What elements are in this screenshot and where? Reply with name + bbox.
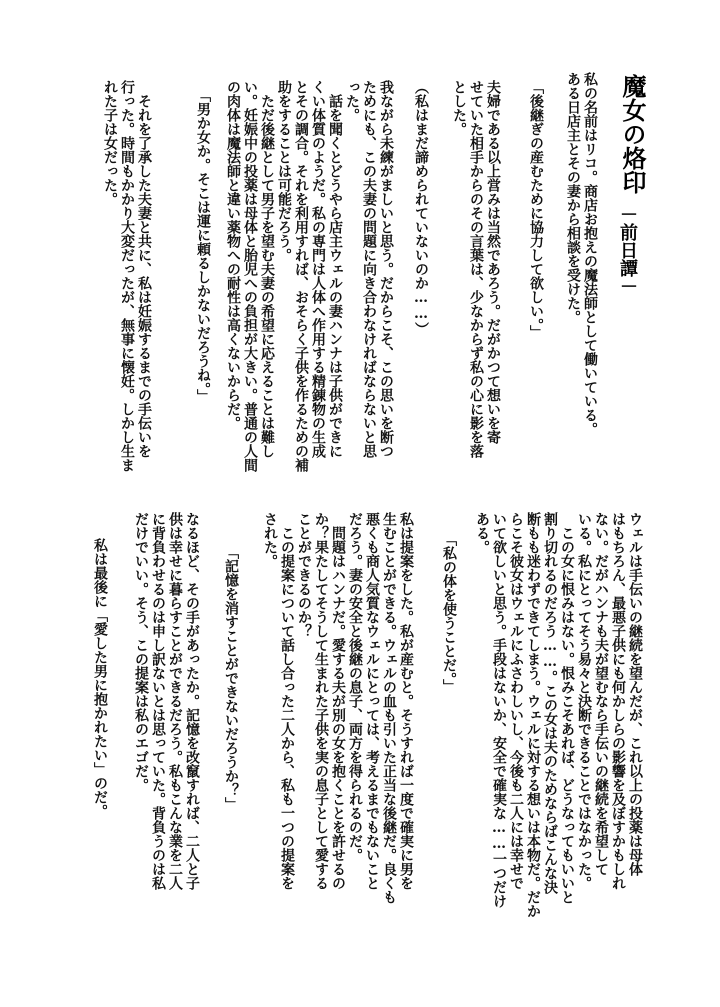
upper-main-paragraph: 我ながら未練がましいと思う。だからこそ、この思いを断つ ためにも、この夫妻の問題に向き合わなければならないと思 った。 話を聞くとどうやら店主ウェルの妻ハンナは子供ができに くい体質のようだ。私の専門は人体へ作用する精錬物の生成 とその調合。それを利用すれば、おそらく子供を作るための補 助をすることは可能だろう。 ただ後継として男子を望む夫妻の希望に応えることは難し い。妊娠中の投薬は母体と胎児への負担が大きい。普通の人間 の肉体は魔法師と違い薬物への耐性は高くないからだ。 <box>225 80 394 472</box>
lower-proposal-paragraph: 私は提案をした。私が産むと。そうすれば一度で確実に男を 生むことができる。ウェルの血も引いた正当な後継だ。良くも 悪くも商人気質なウェルにとっては、考えるまでもないこと だろう。妻の安全と後継の息子、両方を得られるのだ。 問題はハンナだ。愛する夫が別の女を抱くことを許せるの か？果たしてそうして生まれた子供を実の息子として愛する ことができるのか？ この提案について話し合った二人から、私も一つの提案を された。 <box>262 512 414 904</box>
upper-request-quote: 「後継ぎの産むために協力して欲しい。」 <box>528 80 544 339</box>
story-subtitle: －前日譚－ <box>617 205 638 295</box>
upper-intro-paragraph: 私の名前はリコ。商店お抱えの魔法師として働いている。 ある日店主とその妻から相談を受けた。 <box>565 72 598 436</box>
upper-closing-paragraph: それを了承した夫妻と共に、私は妊娠するまでの手伝いを 行った。時間もかかり大変だったが、無事に懐妊。しかし生ま れた子は女だった。 <box>102 80 152 472</box>
lower-body-quote: 「私の体を使うことだ。」 <box>441 532 457 693</box>
story-title: 魔女の烙印 <box>618 74 647 194</box>
lower-memory-quote: 「記憶を消すことができないだろうか？」 <box>223 545 239 811</box>
upper-luck-quote: 「男か女か。そこは運に頼るしかないだろうね。」 <box>195 88 211 403</box>
lower-continuation-paragraph: ウェルは手伝いの継続を望んだが、これ以上の投薬は母体 はもちろん、最悪子供にも何かしらの影響を及ぼすかもしれ ない。だがハンナも夫が望むなら手伝いの継続を希望して いる。私にとってそう易々と決断できることではなかった。 この女に恨みはない。恨みこそあれば、どうなってもいいと 割り切れるのだろう……。この女は夫のためならばこんな決 断もも迷わずできてしまう。ウェルに対する想いは本物だ。だか らこそ彼女はウェルにふさわしいし、今後も二人には幸せで いて欲しいと思う。手段はないか、安全で確実な……一つだけ ある。 <box>474 512 643 918</box>
upper-reflection-paragraph: 夫婦である以上営みは当然であろう。だがかつて想いを寄 せていた相手からのその言葉は、少なからず私の心に影を落 とした。 <box>451 80 501 458</box>
lower-realization-paragraph: なるほど、その手があったか。記憶を改竄すれば、二人と子 供は幸せに暮らすことができるだろう。私もこんな業を二人 に背負わせるのは申し訳ないとは思っていた。背負うのは私 だけでいい。そう、この提案は私のエゴだ。 <box>133 512 200 890</box>
lower-final-line: 私は最後に「愛した男に抱かれたい」のだ。 <box>92 538 108 818</box>
upper-inner-thought: （私はまだ諦められていないのか……） <box>413 80 429 336</box>
